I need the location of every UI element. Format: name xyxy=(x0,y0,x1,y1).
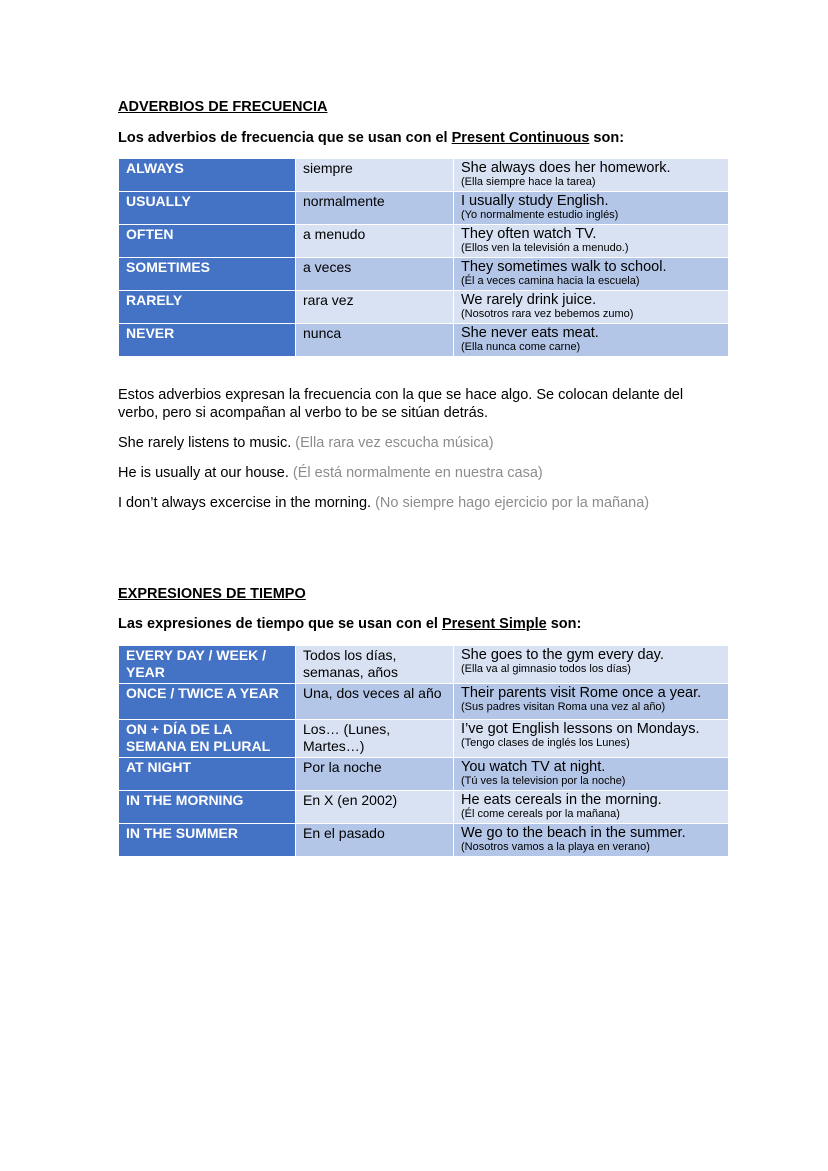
example-text: He eats cereals in the morning. xyxy=(461,792,662,808)
translation-text: (Sus padres visitan Roma una vez al año) xyxy=(461,701,666,713)
table-row xyxy=(119,192,729,225)
example-text: She never eats meat. xyxy=(461,325,599,341)
translation-text: (Él come cereals por la mañana) xyxy=(461,808,620,820)
section1-heading: ADVERBIOS DE FRECUENCIA xyxy=(118,99,328,115)
time-expressions-table xyxy=(118,645,729,857)
translation-text: (Ella nunca come carne) xyxy=(461,341,581,353)
meaning-cell: Los… (Lunes, Martes…) xyxy=(296,720,454,758)
example-text: We go to the beach in the summer. xyxy=(461,825,686,841)
example-cell xyxy=(454,720,729,758)
translation-text: (Tengo clases de inglés los Lunes) xyxy=(461,737,630,749)
meaning-cell: Todos los días, semanas, años xyxy=(296,646,454,684)
example-text: She always does her homework. xyxy=(461,160,671,176)
section2-heading: EXPRESIONES DE TIEMPO xyxy=(118,586,306,602)
expression-cell: EVERY DAY / WEEK / YEAR xyxy=(119,646,296,684)
example-text: You watch TV at night. xyxy=(461,759,606,775)
table-row xyxy=(119,684,729,720)
translation-text: (Nosotros rara vez bebemos zumo) xyxy=(461,308,634,320)
example-sentence xyxy=(118,495,649,511)
section2-intro-text: Las expresiones de tiempo que se usan con el xyxy=(118,616,442,632)
adverb-cell: RARELY xyxy=(119,291,296,324)
example-sentence xyxy=(118,465,543,481)
example-sentence xyxy=(118,435,494,451)
example-text: She goes to the gym every day. xyxy=(461,647,664,663)
example-cell xyxy=(454,159,729,192)
section1-intro-tense: Present Continuous xyxy=(451,130,590,146)
table-row xyxy=(119,159,729,192)
example-cell xyxy=(454,225,729,258)
adverb-cell: ALWAYS xyxy=(119,159,296,192)
translation-text: (Tú ves la television por la noche) xyxy=(461,775,626,787)
translation-text: (Ellos ven la televisión a menudo.) xyxy=(461,242,629,254)
example-text: Their parents visit Rome once a year. xyxy=(461,685,702,701)
meaning-cell: rara vez xyxy=(296,291,454,324)
example-en: I don’t always excercise in the morning. xyxy=(118,495,376,511)
adverb-cell: SOMETIMES xyxy=(119,258,296,291)
section2-intro-end: son: xyxy=(546,616,582,632)
expression-cell: AT NIGHT xyxy=(119,758,296,791)
example-cell xyxy=(454,758,729,791)
expression-cell: IN THE MORNING xyxy=(119,791,296,824)
meaning-cell: normalmente xyxy=(296,192,454,225)
example-es: (No siempre hago ejercicio por la mañana) xyxy=(375,495,650,511)
adverb-cell: NEVER xyxy=(119,324,296,357)
translation-text: (Ella va al gimnasio todos los días) xyxy=(461,663,631,675)
example-cell xyxy=(454,192,729,225)
explanation-paragraph: Estos adverbios expresan la frecuencia con la que se hace algo. Se colocan delante del verbo, pero si acompañan al verbo to be se sitúan detrás. xyxy=(118,387,684,421)
adverb-cell: USUALLY xyxy=(119,192,296,225)
adverb-cell: OFTEN xyxy=(119,225,296,258)
example-text: I’ve got English lessons on Mondays. xyxy=(461,721,700,737)
example-en: He is usually at our house. xyxy=(118,465,293,481)
meaning-cell: En el pasado xyxy=(296,824,454,857)
expression-cell: IN THE SUMMER xyxy=(119,824,296,857)
table-row xyxy=(119,258,729,291)
translation-text: (Yo normalmente estudio inglés) xyxy=(461,209,619,221)
table-row xyxy=(119,824,729,857)
section2-intro xyxy=(118,616,581,632)
example-cell xyxy=(454,684,729,720)
example-cell xyxy=(454,646,729,684)
meaning-cell: nunca xyxy=(296,324,454,357)
table-row xyxy=(119,324,729,357)
expression-cell: ON + DÍA DE LA SEMANA EN PLURAL xyxy=(119,720,296,758)
meaning-cell: Por la noche xyxy=(296,758,454,791)
section1-intro xyxy=(118,130,624,146)
meaning-cell: a menudo xyxy=(296,225,454,258)
table-row xyxy=(119,758,729,791)
meaning-cell: a veces xyxy=(296,258,454,291)
translation-text: (Ella siempre hace la tarea) xyxy=(461,176,596,188)
example-en: She rarely listens to music. xyxy=(118,435,296,451)
section2-intro-tense: Present Simple xyxy=(441,616,547,632)
example-text: We rarely drink juice. xyxy=(461,292,597,308)
translation-text: (Él a veces camina hacia la escuela) xyxy=(461,275,640,287)
table-row xyxy=(119,225,729,258)
section1-intro-text: Los adverbios de frecuencia que se usan con el xyxy=(118,130,452,146)
frequency-adverbs-table xyxy=(118,158,729,357)
example-cell xyxy=(454,791,729,824)
example-es: (Ella rara vez escucha música) xyxy=(295,435,494,451)
meaning-cell: siempre xyxy=(296,159,454,192)
translation-text: (Nosotros vamos a la playa en verano) xyxy=(461,841,650,853)
example-cell xyxy=(454,324,729,357)
example-text: They sometimes walk to school. xyxy=(461,259,667,275)
table-row xyxy=(119,791,729,824)
meaning-cell: En X (en 2002) xyxy=(296,791,454,824)
example-cell xyxy=(454,291,729,324)
example-text: They often watch TV. xyxy=(461,226,597,242)
table-row xyxy=(119,646,729,684)
section1-intro-end: son: xyxy=(589,130,625,146)
table-row xyxy=(119,720,729,758)
table-row xyxy=(119,291,729,324)
example-cell xyxy=(454,258,729,291)
meaning-cell: Una, dos veces al año xyxy=(296,684,454,720)
expression-cell: ONCE / TWICE A YEAR xyxy=(119,684,296,720)
example-text: I usually study English. xyxy=(461,193,609,209)
example-cell xyxy=(454,824,729,857)
example-es: (Él está normalmente en nuestra casa) xyxy=(292,465,543,481)
